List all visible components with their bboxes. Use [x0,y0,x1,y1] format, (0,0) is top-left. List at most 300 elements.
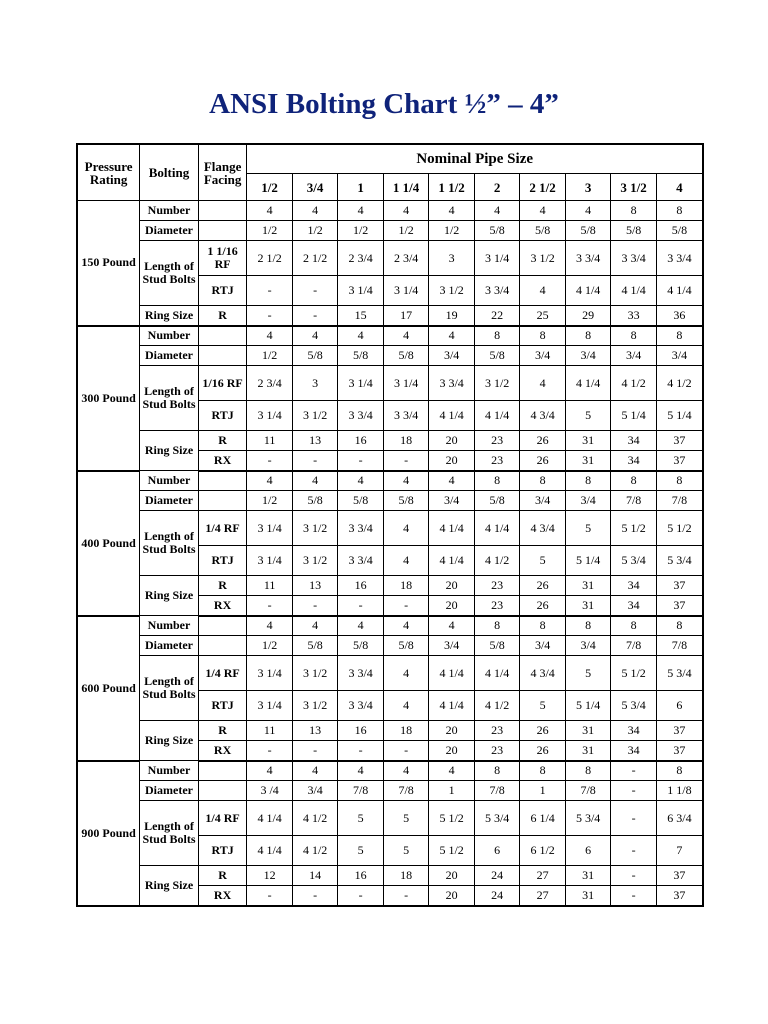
value-cell: 6 [656,691,703,721]
value-cell: 22 [474,306,520,326]
value-cell: 3 [429,241,475,276]
value-cell: 6 1/4 [520,801,566,836]
value-cell: 3 3/4 [656,241,703,276]
header-size: 1 1/2 [429,174,475,201]
value-cell: 4 [247,326,293,346]
bolting-label: Length of Stud Bolts [140,801,199,866]
value-cell: 4 [383,761,429,781]
value-cell: 7/8 [611,636,657,656]
value-cell: 20 [429,866,475,886]
value-cell: 5 1/4 [565,546,611,576]
value-cell: 18 [383,576,429,596]
value-cell: 26 [520,431,566,451]
value-cell: 7 [656,836,703,866]
value-cell: 29 [565,306,611,326]
value-cell: 7/8 [383,781,429,801]
value-cell: 3/4 [520,636,566,656]
value-cell: - [611,886,657,906]
flange-facing-cell [198,616,247,636]
value-cell: 3/4 [656,346,703,366]
value-cell: 5/8 [474,346,520,366]
value-cell: 3 1/4 [247,691,293,721]
value-cell: 31 [565,886,611,906]
value-cell: 23 [474,576,520,596]
value-cell: 34 [611,721,657,741]
bolting-label: Number [140,761,199,781]
value-cell: 5/8 [292,636,338,656]
header-size: 3 1/2 [611,174,657,201]
value-cell: 3 1/4 [383,366,429,401]
bolting-label: Diameter [140,636,199,656]
value-cell: 8 [520,326,566,346]
value-cell: 4 [520,201,566,221]
value-cell: 5 1/2 [656,511,703,546]
value-cell: 5 1/2 [611,656,657,691]
flange-facing-cell [198,781,247,801]
value-cell: 6 1/2 [520,836,566,866]
value-cell: 8 [656,201,703,221]
value-cell: - [383,451,429,471]
table-row [77,491,703,511]
table-row [77,866,703,886]
value-cell: 37 [656,866,703,886]
value-cell: 4 1/4 [656,276,703,306]
value-cell: 3 3/4 [474,276,520,306]
value-cell: 7/8 [656,491,703,511]
value-cell: 1/2 [247,636,293,656]
value-cell: 20 [429,451,475,471]
table-row [77,471,703,491]
value-cell: 8 [656,616,703,636]
value-cell: 4 1/4 [429,656,475,691]
value-cell: 8 [656,761,703,781]
value-cell: 3 1/2 [292,511,338,546]
value-cell: 12 [247,866,293,886]
value-cell: 16 [338,866,384,886]
value-cell: 11 [247,431,293,451]
value-cell: 5/8 [338,346,384,366]
value-cell: 8 [611,326,657,346]
bolting-chart-table [76,143,704,907]
flange-facing-cell: R [198,866,247,886]
value-cell: 3 1/4 [247,511,293,546]
value-cell: 4 [292,471,338,491]
value-cell: 5/8 [474,491,520,511]
header-bolting: Bolting [140,144,199,201]
table-row [77,761,703,781]
value-cell: 25 [520,306,566,326]
value-cell: 24 [474,886,520,906]
value-cell: 7/8 [565,781,611,801]
value-cell: 5 3/4 [565,801,611,836]
value-cell: 23 [474,596,520,616]
value-cell: 5/8 [565,221,611,241]
value-cell: 3 1/4 [338,276,384,306]
value-cell: 3 /4 [247,781,293,801]
flange-facing-cell [198,346,247,366]
value-cell: 13 [292,431,338,451]
value-cell: 15 [338,306,384,326]
value-cell: 5/8 [338,491,384,511]
value-cell: 8 [565,326,611,346]
value-cell: 8 [474,761,520,781]
table-row [77,511,703,546]
value-cell: 4 1/4 [429,691,475,721]
value-cell: 2 3/4 [338,241,384,276]
value-cell: 5 [383,836,429,866]
value-cell: 27 [520,866,566,886]
table-row [77,656,703,691]
value-cell: 5/8 [474,221,520,241]
table-row [77,201,703,221]
value-cell: 13 [292,576,338,596]
value-cell: 5 1/2 [429,801,475,836]
table-row [77,241,703,276]
value-cell: 2 3/4 [247,366,293,401]
table-row [77,306,703,326]
value-cell: 5 1/4 [611,401,657,431]
value-cell: 4 1/2 [292,836,338,866]
bolting-label: Number [140,326,199,346]
value-cell: 4 [383,201,429,221]
value-cell: 34 [611,596,657,616]
value-cell: 5/8 [383,636,429,656]
value-cell: 26 [520,451,566,471]
value-cell: 4 [338,326,384,346]
value-cell: 4 1/2 [656,366,703,401]
value-cell: 2 1/2 [247,241,293,276]
value-cell: 26 [520,576,566,596]
table-row [77,431,703,451]
pressure-rating-cell: 300 Pound [77,326,140,471]
bolting-label: Number [140,471,199,491]
value-cell: 3 1/4 [474,241,520,276]
value-cell: - [611,836,657,866]
value-cell: 3 1/4 [247,401,293,431]
table-row [77,576,703,596]
flange-facing-cell: RTJ [198,691,247,721]
value-cell: 5 [338,836,384,866]
header-flange-facing: Flange Facing [198,144,247,201]
value-cell: 14 [292,866,338,886]
value-cell: 4 [247,616,293,636]
value-cell: - [247,741,293,761]
bolting-label: Length of Stud Bolts [140,241,199,306]
value-cell: 1/2 [247,491,293,511]
value-cell: 8 [611,201,657,221]
value-cell: 4 [520,276,566,306]
value-cell: 8 [474,616,520,636]
value-cell: 3 [292,366,338,401]
flange-facing-cell: R [198,431,247,451]
pressure-rating-cell: 150 Pound [77,201,140,326]
flange-facing-cell: RX [198,596,247,616]
value-cell: 4 [383,471,429,491]
value-cell: 31 [565,431,611,451]
value-cell: - [247,886,293,906]
value-cell: 5 3/4 [611,546,657,576]
value-cell: 31 [565,596,611,616]
bolting-label: Ring Size [140,721,199,761]
value-cell: 3/4 [611,346,657,366]
flange-facing-cell [198,221,247,241]
value-cell: - [611,801,657,836]
value-cell: 26 [520,721,566,741]
value-cell: - [292,741,338,761]
value-cell: 3 1/4 [383,276,429,306]
value-cell: 5/8 [474,636,520,656]
flange-facing-cell: 1/4 RF [198,656,247,691]
value-cell: 4 3/4 [520,656,566,691]
value-cell: 3 3/4 [338,401,384,431]
value-cell: 5/8 [292,491,338,511]
value-cell: 3 3/4 [565,241,611,276]
flange-facing-cell: RX [198,741,247,761]
value-cell: 37 [656,596,703,616]
value-cell: 4 1/4 [565,366,611,401]
flange-facing-cell [198,201,247,221]
value-cell: 3 3/4 [429,366,475,401]
value-cell: - [292,306,338,326]
value-cell: 4 [292,761,338,781]
value-cell: - [338,596,384,616]
value-cell: 19 [429,306,475,326]
value-cell: 1/2 [429,221,475,241]
value-cell: 36 [656,306,703,326]
value-cell: 8 [565,761,611,781]
value-cell: 5 3/4 [656,656,703,691]
value-cell: 20 [429,886,475,906]
value-cell: 4 [383,656,429,691]
value-cell: 3 1/2 [292,546,338,576]
value-cell: - [247,451,293,471]
value-cell: 4 [338,471,384,491]
table-row [77,721,703,741]
value-cell: 4 1/4 [474,511,520,546]
value-cell: 7/8 [338,781,384,801]
value-cell: 34 [611,451,657,471]
bolting-label: Length of Stud Bolts [140,656,199,721]
value-cell: 3 3/4 [338,691,384,721]
flange-facing-cell: RTJ [198,836,247,866]
value-cell: 5 1/4 [565,691,611,721]
bolting-label: Diameter [140,346,199,366]
value-cell: 3 1/2 [292,691,338,721]
value-cell: 5 [520,691,566,721]
value-cell: 3/4 [292,781,338,801]
value-cell: - [338,741,384,761]
value-cell: 3 1/2 [474,366,520,401]
value-cell: 2 1/2 [292,241,338,276]
value-cell: 5 [565,401,611,431]
value-cell: 4 [383,511,429,546]
value-cell: 4 1/2 [292,801,338,836]
value-cell: 26 [520,741,566,761]
value-cell: 23 [474,721,520,741]
value-cell: 24 [474,866,520,886]
value-cell: 8 [656,471,703,491]
page-title: ANSI Bolting Chart ½” – 4” [209,88,559,120]
value-cell: 8 [520,471,566,491]
value-cell: 4 1/2 [474,546,520,576]
header-size: 3/4 [292,174,338,201]
value-cell: 5 1/2 [429,836,475,866]
value-cell: 3 1/4 [247,546,293,576]
value-cell: 37 [656,741,703,761]
value-cell: 6 [474,836,520,866]
value-cell: 8 [611,616,657,636]
bolting-label: Ring Size [140,431,199,471]
value-cell: - [247,596,293,616]
value-cell: 1 1/8 [656,781,703,801]
value-cell: - [383,886,429,906]
value-cell: 37 [656,451,703,471]
value-cell: 11 [247,576,293,596]
value-cell: 4 [247,761,293,781]
value-cell: 18 [383,431,429,451]
value-cell: 8 [656,326,703,346]
value-cell: 4 [338,761,384,781]
value-cell: 5 [520,546,566,576]
value-cell: 5 [565,511,611,546]
value-cell: 5 [338,801,384,836]
value-cell: 4 1/4 [429,511,475,546]
bolting-label: Diameter [140,781,199,801]
flange-facing-cell: R [198,576,247,596]
header-size: 1 [338,174,384,201]
flange-facing-cell [198,636,247,656]
value-cell: - [338,451,384,471]
value-cell: 8 [520,761,566,781]
value-cell: - [292,276,338,306]
value-cell: 4 1/4 [247,801,293,836]
value-cell: 20 [429,596,475,616]
value-cell: 5 3/4 [474,801,520,836]
value-cell: 23 [474,431,520,451]
value-cell: 5 1/2 [611,511,657,546]
value-cell: 4 [520,366,566,401]
value-cell: 4 [292,201,338,221]
bolting-label: Diameter [140,491,199,511]
value-cell: 3/4 [520,346,566,366]
value-cell: 5 3/4 [656,546,703,576]
value-cell: 5 3/4 [611,691,657,721]
value-cell: 13 [292,721,338,741]
value-cell: 4 [429,616,475,636]
value-cell: 5/8 [520,221,566,241]
value-cell: 16 [338,576,384,596]
bolting-label: Ring Size [140,576,199,616]
value-cell: 4 [429,761,475,781]
flange-facing-cell [198,471,247,491]
value-cell: 3 1/4 [338,366,384,401]
value-cell: 4 [429,201,475,221]
value-cell: - [611,781,657,801]
value-cell: 3/4 [565,491,611,511]
bolting-label: Ring Size [140,306,199,326]
value-cell: 4 [383,691,429,721]
value-cell: 3 3/4 [338,511,384,546]
flange-facing-cell: 1 1/16 RF [198,241,247,276]
value-cell: 4 [565,201,611,221]
value-cell: 5/8 [383,491,429,511]
value-cell: 4 1/4 [429,401,475,431]
header-size: 1 1/4 [383,174,429,201]
value-cell: 16 [338,431,384,451]
value-cell: 31 [565,721,611,741]
value-cell: 8 [611,471,657,491]
flange-facing-cell [198,761,247,781]
pressure-rating-cell: 400 Pound [77,471,140,616]
value-cell: 37 [656,576,703,596]
header-pressure-rating: Pressure Rating [77,144,140,201]
value-cell: 4 1/4 [611,276,657,306]
header-size: 1/2 [247,174,293,201]
value-cell: 4 [383,546,429,576]
header-size: 4 [656,174,703,201]
value-cell: 3/4 [429,636,475,656]
value-cell: 5/8 [383,346,429,366]
value-cell: 3 3/4 [383,401,429,431]
value-cell: 4 [292,616,338,636]
table-row [77,221,703,241]
table-row [77,636,703,656]
value-cell: 6 3/4 [656,801,703,836]
value-cell: 3 3/4 [338,656,384,691]
value-cell: - [611,866,657,886]
table-row [77,366,703,401]
table-row [77,326,703,346]
flange-facing-cell [198,326,247,346]
value-cell: - [292,886,338,906]
value-cell: 3 1/4 [247,656,293,691]
value-cell: 5/8 [611,221,657,241]
value-cell: 4 [474,201,520,221]
value-cell: 20 [429,576,475,596]
bolting-label: Diameter [140,221,199,241]
table-row [77,616,703,636]
value-cell: 4 1/4 [247,836,293,866]
value-cell: 3/4 [565,346,611,366]
value-cell: - [247,306,293,326]
value-cell: 20 [429,741,475,761]
value-cell: - [611,761,657,781]
value-cell: - [383,741,429,761]
value-cell: 8 [520,616,566,636]
value-cell: 8 [474,471,520,491]
value-cell: 3 1/2 [429,276,475,306]
value-cell: 8 [565,471,611,491]
value-cell: 3 3/4 [338,546,384,576]
value-cell: 1/2 [292,221,338,241]
header-nominal-pipe-size: Nominal Pipe Size [247,144,703,174]
header-size: 2 1/2 [520,174,566,201]
value-cell: 34 [611,741,657,761]
value-cell: 20 [429,721,475,741]
value-cell: 4 1/4 [474,401,520,431]
value-cell: 4 [383,326,429,346]
value-cell: 8 [565,616,611,636]
value-cell: 34 [611,431,657,451]
value-cell: 4 [338,616,384,636]
value-cell: 31 [565,451,611,471]
flange-facing-cell: R [198,306,247,326]
value-cell: 31 [565,866,611,886]
value-cell: 16 [338,721,384,741]
value-cell: 31 [565,741,611,761]
value-cell: - [247,276,293,306]
value-cell: 1/2 [247,221,293,241]
